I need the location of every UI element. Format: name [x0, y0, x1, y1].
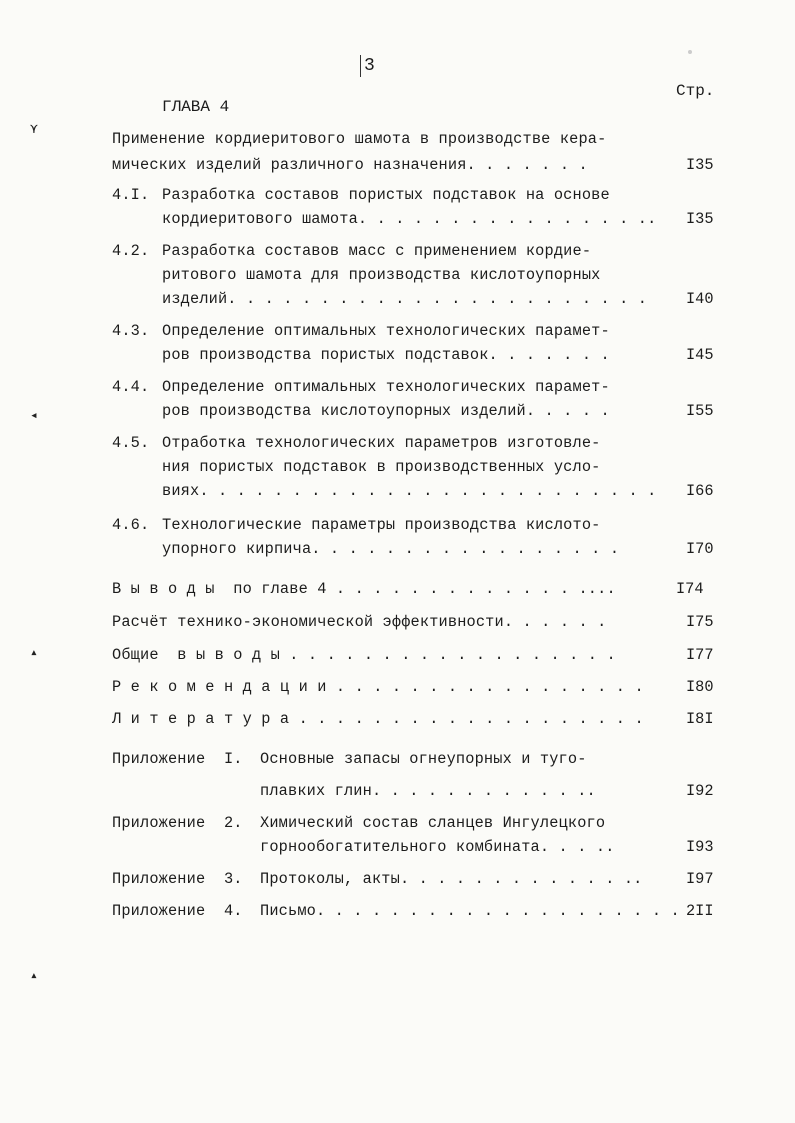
toc-line: мических изделий различного назначения. . . . . . . [112, 156, 588, 174]
appendix-label: Приложение 2. [112, 814, 243, 832]
toc-line: ров производства пористых подставок. . . . . . . [162, 346, 610, 364]
toc-line: горнообогатительного комбината. . . .. [260, 838, 615, 856]
toc-line: виях. . . . . . . . . . . . . . . . . . . . . . . . . [162, 482, 657, 500]
toc-page: I35 [686, 210, 714, 228]
appendix-label: Приложение 3. [112, 870, 243, 888]
margin-mark-icon: ⋎ [30, 122, 38, 137]
toc-page: I8I [686, 710, 714, 728]
toc-section-number: 4.3. [112, 322, 150, 340]
toc-line: Протоколы, акты. . . . . . . . . . . . .. [260, 870, 643, 888]
toc-page: I74 [676, 580, 704, 598]
toc-line: Письмо. . . . . . . . . . . . . . . . . . . . [260, 902, 680, 920]
margin-mark-icon: ▴ [30, 968, 38, 983]
toc-page: I97 [686, 870, 714, 888]
toc-line: Разработка составов масс с применением кордие- [162, 242, 592, 260]
toc-line: Определение оптимальных технологических парамет- [162, 322, 610, 340]
toc-section-number: 4.I. [112, 186, 150, 204]
toc-line: изделий. . . . . . . . . . . . . . . . . . . . . . . [162, 290, 648, 308]
toc-page: I40 [686, 290, 714, 308]
toc-line: плавких глин. . . . . . . . . . . .. [260, 782, 596, 800]
toc-line: упорного кирпича. . . . . . . . . . . . . . . . . [162, 540, 620, 558]
toc-line: Основные запасы огнеупорных и туго- [260, 750, 587, 768]
page-number-bar [360, 55, 361, 77]
toc-line: Применение кордиеритового шамота в производстве кера- [112, 130, 607, 148]
toc-line: Отработка технологических параметров изготовле- [162, 434, 601, 452]
toc-page: I80 [686, 678, 714, 696]
toc-page: I55 [686, 402, 714, 420]
toc-page: I66 [686, 482, 714, 500]
toc-line: ния пористых подставок в производственных усло- [162, 458, 601, 476]
page-number: 3 [364, 56, 375, 76]
toc-section-number: 4.5. [112, 434, 150, 452]
toc-line: ритового шамота для производства кислотоупорных [162, 266, 601, 284]
toc-line: Разработка составов пористых подставок на основе [162, 186, 610, 204]
toc-line: ров производства кислотоупорных изделий. . . . . [162, 402, 610, 420]
toc-page: I92 [686, 782, 714, 800]
toc-section-number: 4.6. [112, 516, 150, 534]
appendix-label: Приложение I. [112, 750, 243, 768]
toc-line: Химический состав сланцев Ингулецкого [260, 814, 606, 832]
toc-line: Р е к о м е н д а ц и и . . . . . . . . . . . . . . . . . [112, 678, 644, 696]
toc-page: I45 [686, 346, 714, 364]
toc-line: Расчёт технико-экономической эффективности. . . . . . [112, 613, 607, 631]
margin-mark-icon: ◂ [30, 408, 38, 423]
margin-mark-icon: ▴ [30, 645, 38, 660]
toc-section-number: 4.4. [112, 378, 150, 396]
toc-line: кордиеритового шамота. . . . . . . . . . . . . . . .. [162, 210, 657, 228]
pages-column-label: Стр. [676, 82, 715, 100]
toc-section-number: 4.2. [112, 242, 150, 260]
toc-line: Определение оптимальных технологических парамет- [162, 378, 610, 396]
toc-page: I70 [686, 540, 714, 558]
appendix-label: Приложение 4. [112, 902, 243, 920]
toc-line: Л и т е р а т у р а . . . . . . . . . . . . . . . . . . . [112, 710, 644, 728]
toc-page: 2II [686, 902, 714, 920]
chapter-title: ГЛАВА 4 [162, 98, 230, 116]
toc-page: I35 [686, 156, 714, 174]
scan-speck [688, 50, 692, 54]
toc-page: I77 [686, 646, 714, 664]
toc-line: Технологические параметры производства кислото- [162, 516, 601, 534]
toc-line: Общие в ы в о д ы . . . . . . . . . . . . . . . . . . [112, 646, 616, 664]
toc-page: I75 [686, 613, 714, 631]
toc-page: I93 [686, 838, 714, 856]
toc-line: В ы в о д ы по главе 4 . . . . . . . . . . . . . .... [112, 580, 616, 598]
